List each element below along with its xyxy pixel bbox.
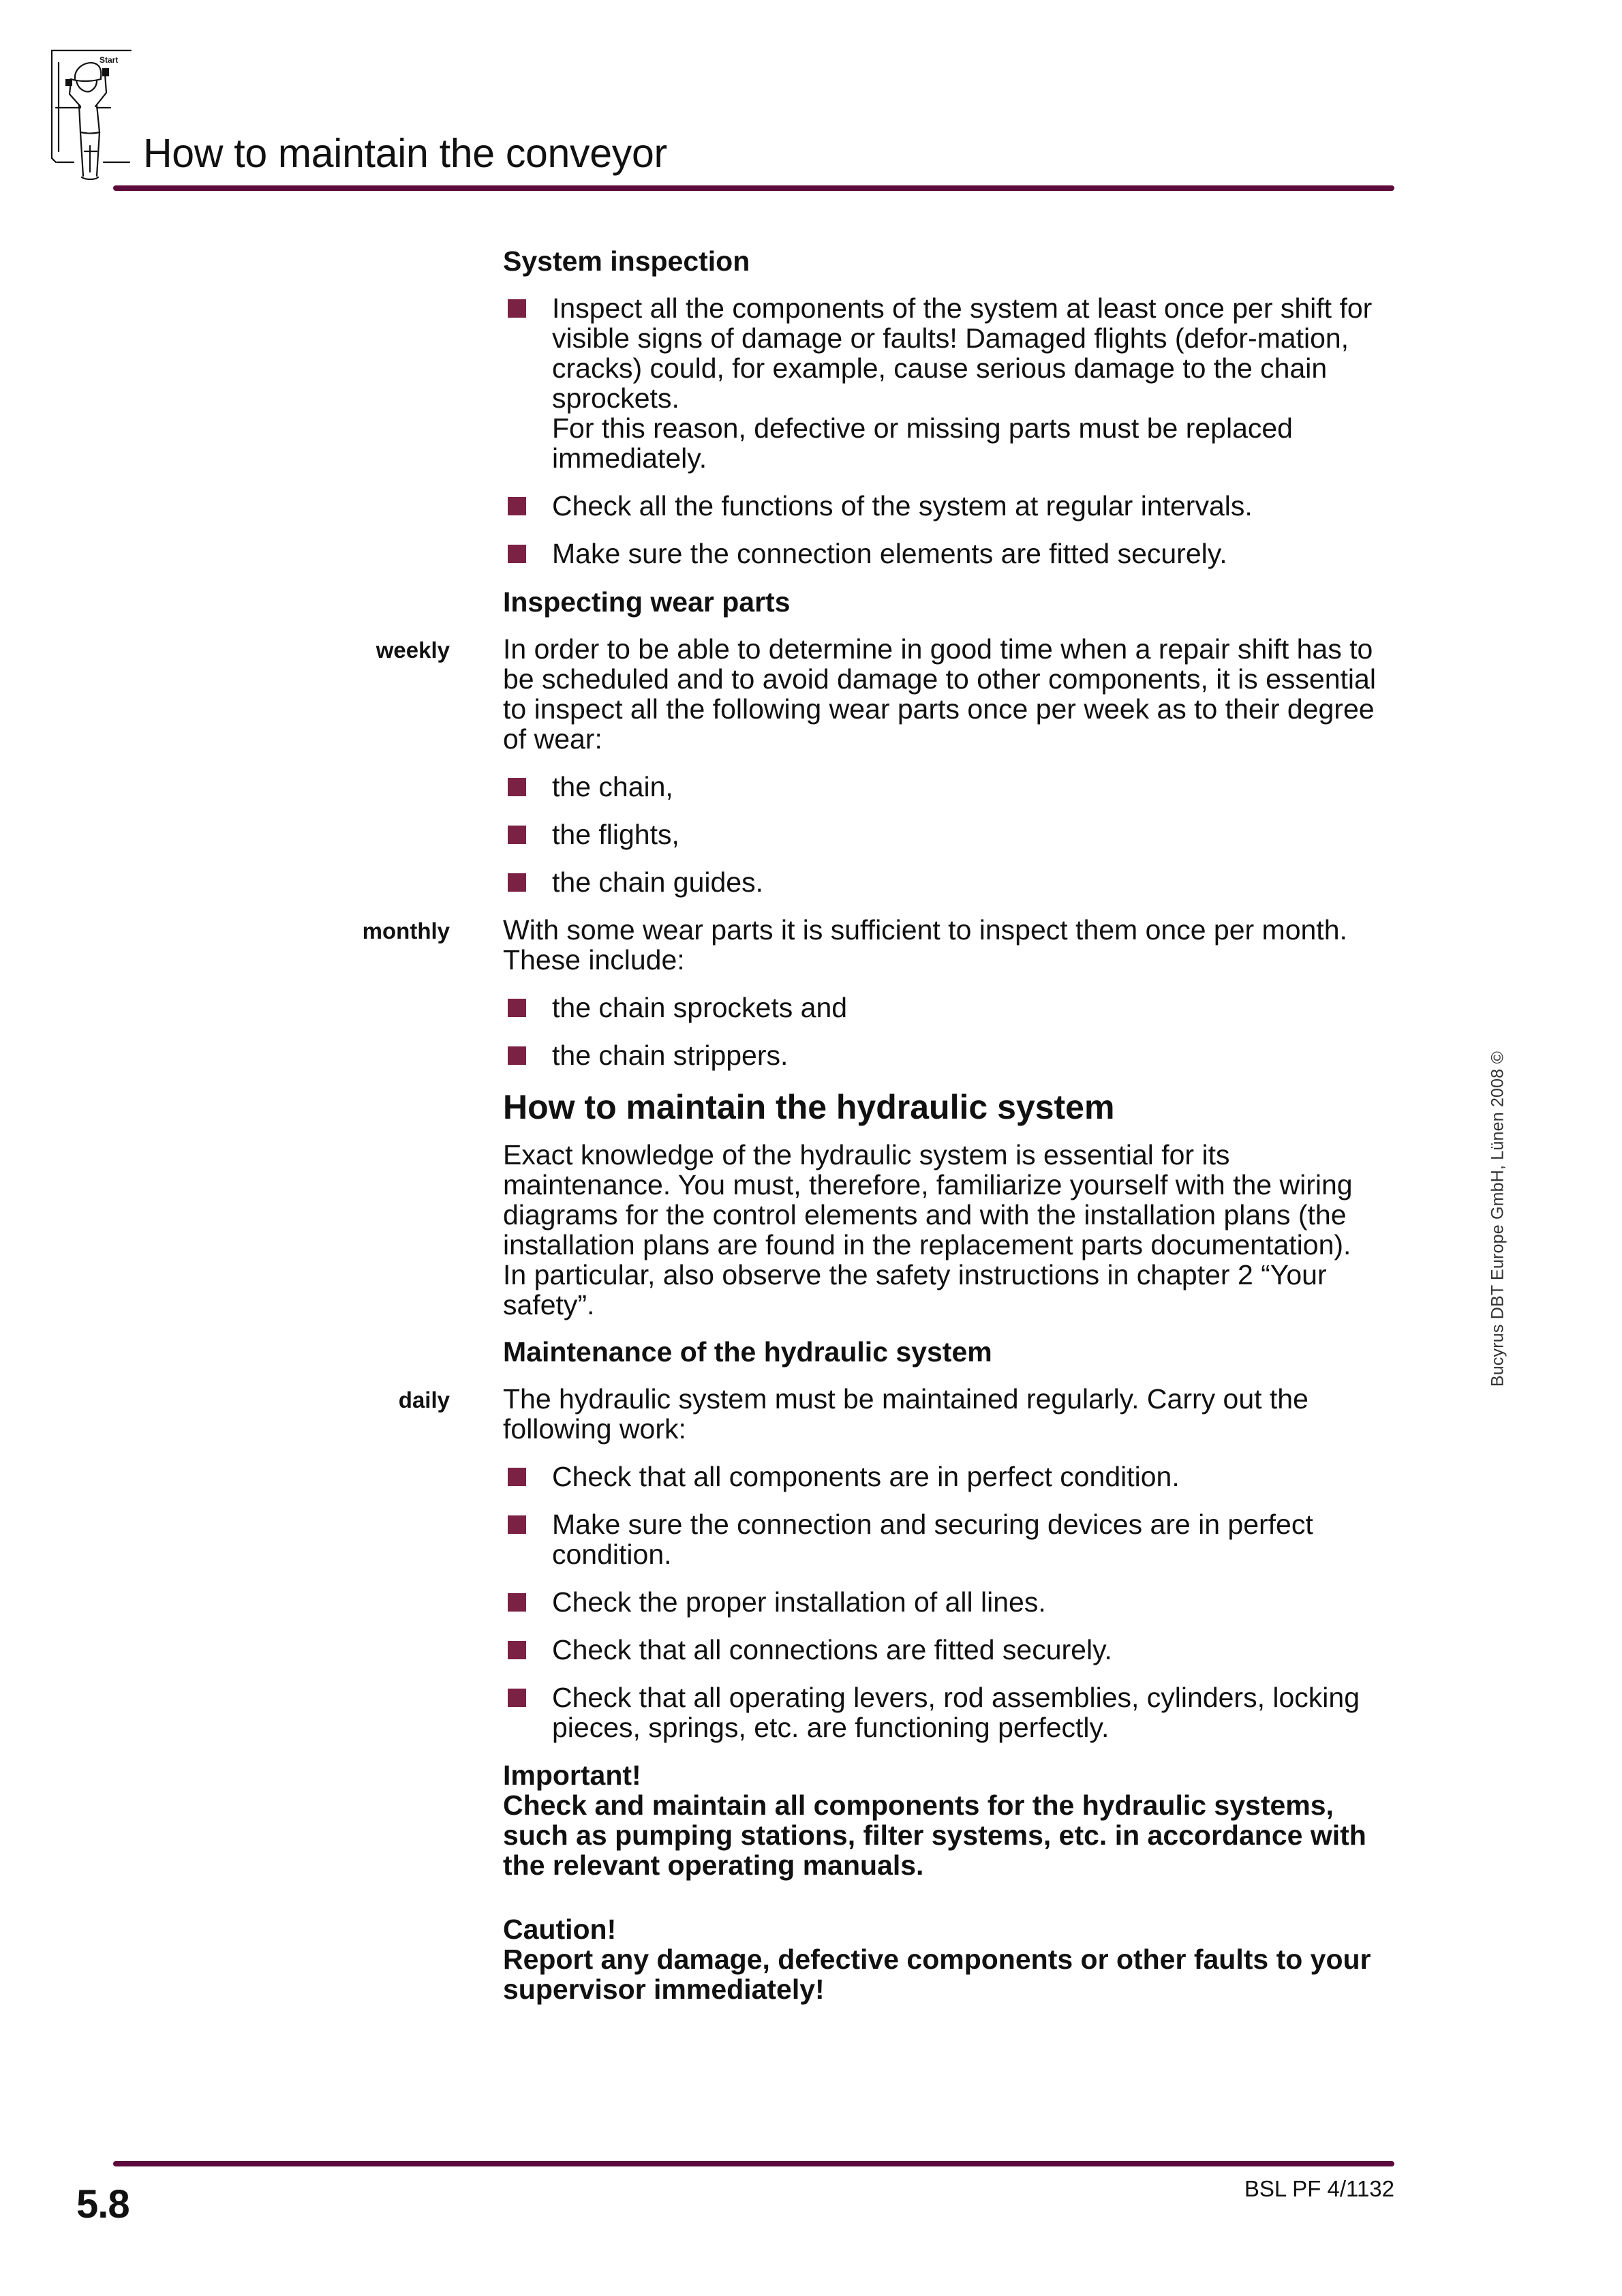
hydraulic-maintenance-heading: Maintenance of the hydraulic system: [503, 1336, 992, 1368]
list-item: [503, 491, 1403, 521]
bullet-square-icon: [508, 778, 526, 796]
list-item-text: the chain strippers.: [552, 1040, 789, 1071]
copyright-icon: ©: [1488, 1051, 1508, 1064]
list-item: [503, 772, 1403, 802]
copyright-notice: [1488, 1051, 1508, 1387]
important-notice: [503, 1760, 1403, 1880]
list-item-text: Inspect all the components of the system at least once per shift for visible signs of damage or faults! Damaged flights (defor-mation, cracks) could, for example, cause serious damage to the chain sprockets.: [552, 292, 1373, 414]
bullet-square-icon: [508, 1515, 526, 1534]
list-item: [503, 819, 1403, 849]
caution-title: Caution!: [503, 1914, 617, 1945]
important-title: Important!: [503, 1759, 641, 1791]
weekly-paragraph: [376, 633, 1403, 755]
bullet-square-icon: [508, 545, 526, 563]
list-item-text: Check that all components are in perfect condition.: [552, 1461, 1180, 1492]
bullet-square-icon: [508, 1641, 526, 1659]
daily-paragraph: [398, 1383, 1403, 1445]
list-item: [503, 1587, 1403, 1617]
list-item: [503, 867, 1403, 897]
worker-start-logo-icon: [49, 49, 134, 183]
document-code: BSL PF 4/1132: [1244, 2176, 1394, 2201]
bullet-square-icon: [508, 873, 526, 892]
bullet-square-icon: [508, 1593, 526, 1612]
hydraulic-intro-paragraph: [503, 1140, 1403, 1320]
logo-start-label: Start: [100, 55, 119, 65]
daily-text: The hydraulic system must be maintained regularly. Carry out the following work:: [503, 1383, 1309, 1445]
monthly-paragraph: [362, 914, 1403, 976]
weekly-wear-parts-list: [503, 772, 1403, 897]
list-item-text: the chain,: [552, 771, 673, 802]
list-item-text: Check the proper installation of all lines.: [552, 1586, 1046, 1618]
interval-label-weekly: weekly: [376, 637, 450, 663]
list-item-text: the flights,: [552, 819, 679, 850]
bullet-square-icon: [508, 826, 526, 844]
list-item-text: Make sure the connection elements are fitted securely.: [552, 538, 1227, 569]
hydraulic-system-heading: How to maintain the hydraulic system: [503, 1088, 1115, 1126]
monthly-text: With some wear parts it is sufficient to inspect them once per month. These include:: [503, 914, 1347, 976]
list-item: [503, 1682, 1403, 1742]
list-item-text: Check that all connections are fitted securely.: [552, 1634, 1112, 1665]
list-item: [503, 293, 1403, 473]
copyright-text: Bucyrus DBT Europe GmbH, Lünen 2008: [1488, 1068, 1508, 1387]
daily-work-list: [503, 1462, 1403, 1742]
list-item-text: For this reason, defective or missing parts must be replaced immediately.: [552, 412, 1293, 474]
main-content: [362, 245, 1403, 2038]
list-item: [503, 539, 1403, 569]
hydraulic-intro-text-2: In particular, also observe the safety instructions in chapter 2 “Your safety”.: [503, 1259, 1327, 1320]
hydraulic-intro-text: Exact knowledge of the hydraulic system is essential for its maintenance. You must, therefore, familiarize yourself with the wiring diagrams for the control elements and with the installation plans (the installation plans are found in the replacement parts documentation).: [503, 1139, 1353, 1260]
bullet-square-icon: [508, 1468, 526, 1486]
list-item: [503, 1040, 1403, 1070]
bullet-square-icon: [508, 999, 526, 1017]
page-number: 5.8: [76, 2182, 129, 2226]
bullet-square-icon: [508, 497, 526, 515]
bullet-square-icon: [508, 1689, 526, 1707]
interval-label-daily: daily: [398, 1387, 450, 1413]
interval-label-monthly: monthly: [362, 918, 450, 943]
caution-notice: [503, 1914, 1403, 2004]
wear-parts-heading: Inspecting wear parts: [503, 586, 791, 618]
header-divider: [113, 185, 1394, 191]
list-item-text: the chain sprockets and: [552, 992, 848, 1023]
bullet-square-icon: [508, 1046, 526, 1065]
bullet-square-icon: [508, 299, 526, 318]
monthly-wear-parts-list: [503, 993, 1403, 1070]
list-item-text: Make sure the connection and securing devices are in perfect condition.: [552, 1509, 1313, 1570]
list-item: [503, 1462, 1403, 1492]
list-item: [503, 1635, 1403, 1665]
caution-text: Report any damage, defective components or other faults to your supervisor immediately!: [503, 1944, 1371, 2005]
important-text: Check and maintain all components for the hydraulic systems, such as pumping stations, filter systems, etc. in accordance with the relevant operating manuals.: [503, 1789, 1366, 1881]
page-title: How to maintain the conveyor: [143, 131, 667, 176]
list-item-text: Check all the functions of the system at regular intervals.: [552, 490, 1253, 522]
list-item: [503, 993, 1403, 1023]
footer-divider: [113, 2161, 1394, 2166]
list-item: [503, 1509, 1403, 1569]
weekly-text: In order to be able to determine in good time when a repair shift has to be scheduled and to avoid damage to other components, it is essential to inspect all the following wear parts once per week as to their degree of wear:: [503, 633, 1376, 755]
list-item-text: the chain guides.: [552, 866, 764, 898]
system-inspection-heading: System inspection: [503, 245, 750, 277]
list-item-text: Check that all operating levers, rod assemblies, cylinders, locking pieces, springs, etc. are functioning perfectly.: [552, 1682, 1360, 1743]
system-inspection-list: [503, 293, 1403, 569]
